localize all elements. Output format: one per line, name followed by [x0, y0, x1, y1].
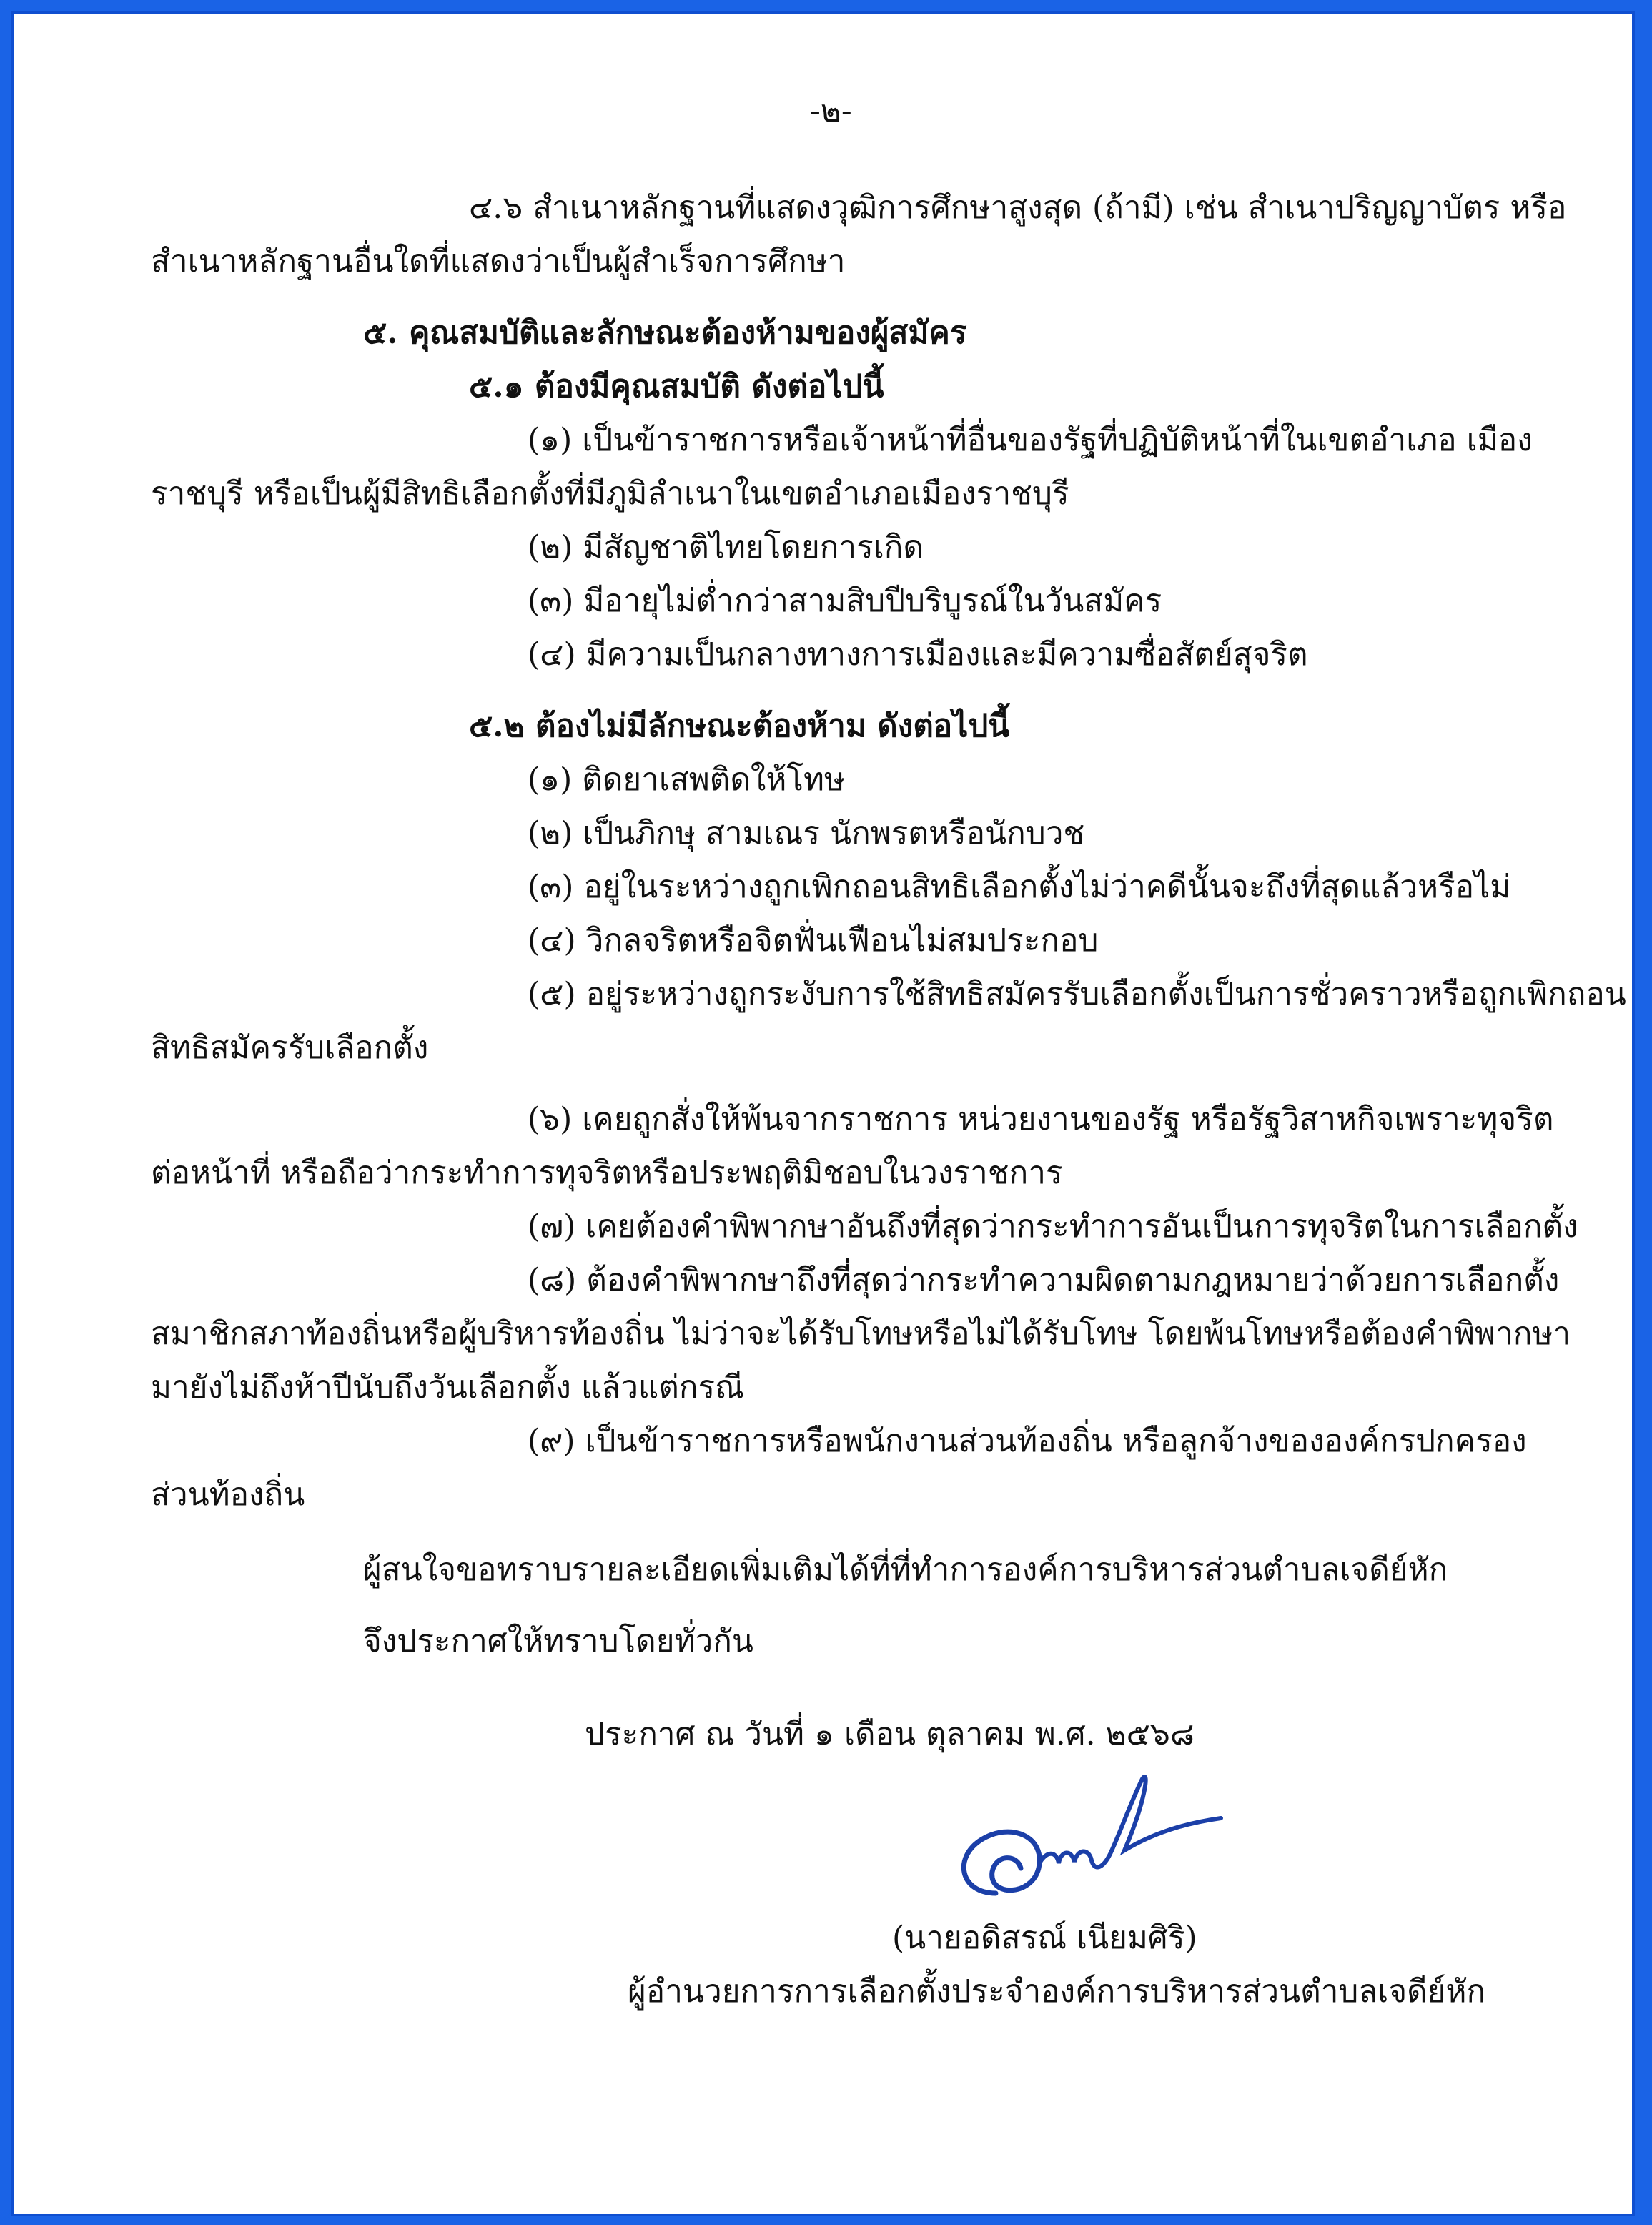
qual-3: (๓) มีอายุไม่ต่ำกว่าสามสิบปีบริบูรณ์ในวันสมัคร: [528, 583, 1162, 619]
prohibition-5-line2: สิทธิสมัครรับเลือกตั้ง: [151, 1030, 429, 1066]
document-page: [14, 14, 1632, 2214]
prohibition-8-line2: สมาชิกสภาท้องถิ่นหรือผู้บริหารท้องถิ่น ไม่ว่าจะได้รับโทษหรือไม่ได้รับโทษ โดยพ้นโทษหรือต้องคำพิพากษา: [151, 1316, 1571, 1352]
qual-4: (๔) มีความเป็นกลางทางการเมืองและมีความซื่อสัตย์สุจริต: [528, 636, 1308, 673]
announcement: จึงประกาศให้ทราบโดยทั่วกัน: [363, 1623, 753, 1659]
prohibition-8-line3: มายังไม่ถึงห้าปีนับถึงวันเลือกตั้ง แล้วแต่กรณี: [151, 1369, 744, 1406]
prohibition-7: (๗) เคยต้องคำพิพากษาอันถึงที่สุดว่ากระทำการอันเป็นการทุจริตในการเลือกตั้ง: [528, 1208, 1578, 1245]
prohibition-9-line1: (๙) เป็นข้าราชการหรือพนักงานส่วนท้องถิ่น หรือลูกจ้างขององค์กรปกครอง: [528, 1423, 1527, 1459]
prohibition-6-line1: (๖) เคยถูกสั่งให้พ้นจากราชการ หน่วยงานของรัฐ หรือรัฐวิสาหกิจเพราะทุจริต: [528, 1101, 1554, 1138]
prohibition-1: (๑) ติดยาเสพติดให้โทษ: [528, 761, 846, 798]
prohibition-4: (๔) วิกลจริตหรือจิตฟั่นเฟือนไม่สมประกอบ: [528, 922, 1099, 959]
qual-1-line1: (๑) เป็นข้าราชการหรือเจ้าหน้าที่อื่นของรัฐที่ปฏิบัติหน้าที่ในเขตอำเภอ เมือง: [528, 422, 1533, 458]
announcement-date: ประกาศ ณ วันที่ ๑ เดือน ตุลาคม พ.ศ. ๒๕๖๘: [585, 1716, 1195, 1752]
prohibition-3: (๓) อยู่ในระหว่างถูกเพิกถอนสิทธิเลือกตั้งไม่ว่าคดีนั้นจะถึงที่สุดแล้วหรือไม่: [528, 869, 1511, 905]
signature-image: [931, 1772, 1232, 1929]
prohibition-2: (๒) เป็นภิกษุ สามเณร นักพรตหรือนักบวช: [528, 815, 1085, 852]
contact-info: ผู้สนใจขอทราบรายละเอียดเพิ่มเติมได้ที่ที่ทำการองค์การบริหารส่วนตำบลเจดีย์หัก: [363, 1551, 1448, 1588]
heading-5: ๕. คุณสมบัติและลักษณะต้องห้ามของผู้สมัคร: [363, 315, 967, 351]
signatory-position: ผู้อำนวยการการเลือกตั้งประจำองค์การบริหารส่วนตำบลเจดีย์หัก: [628, 1973, 1486, 2010]
item-4-6-line2: สำเนาหลักฐานอื่นใดที่แสดงว่าเป็นผู้สำเร็จการศึกษา: [151, 243, 846, 280]
signatory-name: (นายอดิสรณ์ เนียมศิริ): [892, 1920, 1197, 1956]
prohibition-6-line2: ต่อหน้าที่ หรือถือว่ากระทำการทุจริตหรือประพฤติมิชอบในวงราชการ: [151, 1155, 1063, 1191]
heading-5-2: ๕.๒ ต้องไม่มีลักษณะต้องห้าม ดังต่อไปนี้: [469, 708, 1010, 744]
prohibition-9-line2: ส่วนท้องถิ่น: [151, 1476, 305, 1513]
heading-5-1: ๕.๑ ต้องมีคุณสมบัติ ดังต่อไปนี้: [469, 368, 884, 405]
prohibition-8-line1: (๘) ต้องคำพิพากษาถึงที่สุดว่ากระทำความผิดตามกฎหมายว่าด้วยการเลือกตั้ง: [528, 1262, 1560, 1298]
item-4-6-line1: ๔.๖ สำเนาหลักฐานที่แสดงวุฒิการศึกษาสูงสุด (ถ้ามี) เช่น สำเนาปริญญาบัตร หรือ: [469, 189, 1567, 226]
qual-2: (๒) มีสัญชาติไทยโดยการเกิด: [528, 529, 924, 566]
qual-1-line2: ราชบุรี หรือเป็นผู้มีสิทธิเลือกตั้งที่มีภูมิลำเนาในเขตอำเภอเมืองราชบุรี: [151, 475, 1069, 512]
page-number: -๒-: [810, 93, 852, 129]
prohibition-5-line1: (๕) อยู่ระหว่างถูกระงับการใช้สิทธิสมัครรับเลือกตั้งเป็นการชั่วคราวหรือถูกเพิกถอน: [528, 976, 1626, 1012]
